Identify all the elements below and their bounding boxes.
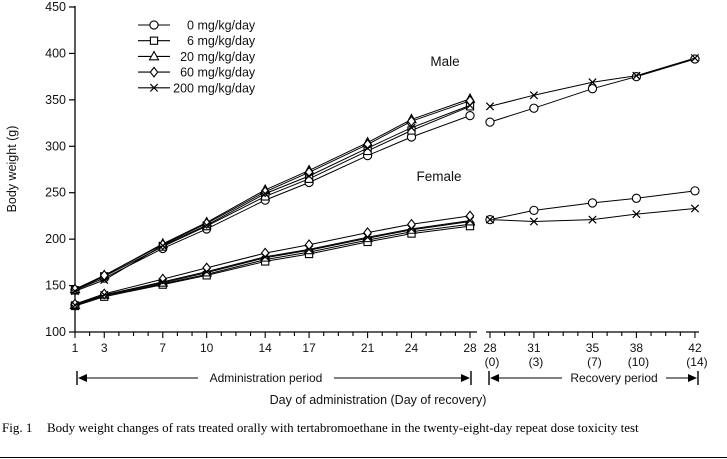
legend-unit-label: mg/kg/day (197, 34, 256, 49)
legend-dose-label: 60 (180, 65, 194, 80)
left-arrowhead-icon (78, 374, 87, 382)
y-tick-label: 250 (45, 185, 66, 200)
legend-dose-label: 6 (187, 34, 194, 49)
circle-marker (150, 21, 158, 29)
square-marker (150, 37, 157, 44)
diamond-marker (364, 228, 371, 237)
y-tick-label: 450 (45, 0, 66, 14)
y-tick-label: 100 (45, 325, 66, 339)
y-tick-label: 400 (45, 46, 66, 61)
legend-item-60-mg-kg-day (138, 66, 256, 80)
circle-marker (588, 199, 596, 207)
series-male-0 (71, 112, 474, 295)
x-tick-sublabel: (10) (627, 355, 650, 369)
y-tick-label: 150 (45, 278, 66, 293)
diamond-marker (466, 211, 473, 220)
legend-item-200-mg-kg-day (138, 81, 256, 95)
y-tick-label: 350 (45, 92, 66, 107)
series-female-0-recovery (486, 187, 699, 224)
x-tick-sublabel: (3) (528, 355, 544, 369)
diamond-marker (408, 220, 415, 229)
series-line-female-6 (75, 226, 470, 306)
circle-marker (486, 118, 494, 126)
legend-unit-label: mg/kg/day (197, 65, 256, 80)
x-tick-label: 7 (159, 341, 167, 355)
series-female-6 (71, 223, 473, 310)
x-tick-label: 42 (688, 341, 702, 355)
series-male-0-recovery (486, 55, 699, 126)
x-tick-label: 3 (100, 341, 108, 355)
female-group-label: Female (416, 169, 462, 184)
male-group-label: Male (430, 54, 460, 69)
x-tick-label: 31 (527, 341, 541, 355)
legend (138, 19, 256, 96)
legend-unit-label: mg/kg/day (197, 49, 256, 64)
figure-caption (0, 417, 727, 436)
circle-marker (466, 112, 474, 120)
x-axis-recovery (483, 332, 707, 369)
x-tick-label: 28 (463, 341, 477, 355)
series-male-200-recovery (486, 54, 698, 110)
x-tick-label: 1 (71, 341, 79, 355)
right-arrowhead-icon (688, 374, 697, 382)
series-female-200-recovery (486, 205, 698, 225)
legend-item-20-mg-kg-day (138, 50, 256, 64)
x-tick-label: 21 (360, 341, 375, 355)
x-tick-label: 38 (629, 341, 644, 355)
y-axis-title: Body weight (g) (5, 125, 19, 213)
circle-marker (632, 194, 640, 202)
legend-dose-label: 20 (180, 49, 194, 64)
administration-period-arrow (77, 371, 471, 385)
circle-marker (691, 187, 699, 195)
legend-unit-label: mg/kg/day (197, 81, 256, 96)
triangle-marker (150, 52, 159, 60)
legend-item-0-mg-kg-day (138, 19, 256, 33)
bottom-divider (0, 457, 727, 458)
x-tick-label: 28 (483, 341, 497, 355)
x-axis-administration (72, 332, 477, 355)
x-tick-label: 14 (258, 341, 272, 355)
right-arrowhead-icon (461, 374, 470, 382)
legend-dose-label: 200 (173, 81, 194, 96)
x-tick-label: 17 (302, 341, 316, 355)
x-tick-sublabel: (14) (686, 355, 708, 369)
caption-text: Body weight changes of rats treated orally with tertabromoethane in the twenty-eight-day repeat dose toxicity test (47, 420, 639, 435)
x-tick-label: 10 (199, 341, 214, 355)
caption-label: Fig. 1 (2, 420, 33, 435)
y-tick-label: 200 (45, 232, 66, 247)
x-tick-sublabel: (7) (587, 355, 602, 369)
left-arrowhead-icon (490, 374, 499, 382)
recovery-period-arrow (489, 371, 698, 385)
circle-marker (530, 104, 538, 112)
x-tick-sublabel: (0) (484, 355, 500, 369)
circle-marker (530, 206, 538, 214)
diamond-marker (150, 67, 157, 76)
legend-unit-label: mg/kg/day (197, 18, 256, 33)
circle-marker (632, 73, 640, 81)
series-line-male-0 (75, 116, 470, 291)
x-tick-label: 35 (585, 341, 600, 355)
period-label: Administration period (209, 371, 323, 385)
x-axis-title: Day of administration (Day of recovery) (269, 393, 487, 407)
series-male-6 (71, 103, 473, 294)
diamond-marker (305, 240, 312, 249)
x-tick-label: 24 (404, 341, 419, 355)
y-tick-label: 300 (45, 139, 66, 154)
period-label: Recovery period (570, 371, 658, 385)
y-axis (5, 0, 75, 339)
legend-item-6-mg-kg-day (138, 34, 256, 48)
legend-dose-label: 0 (187, 18, 194, 33)
